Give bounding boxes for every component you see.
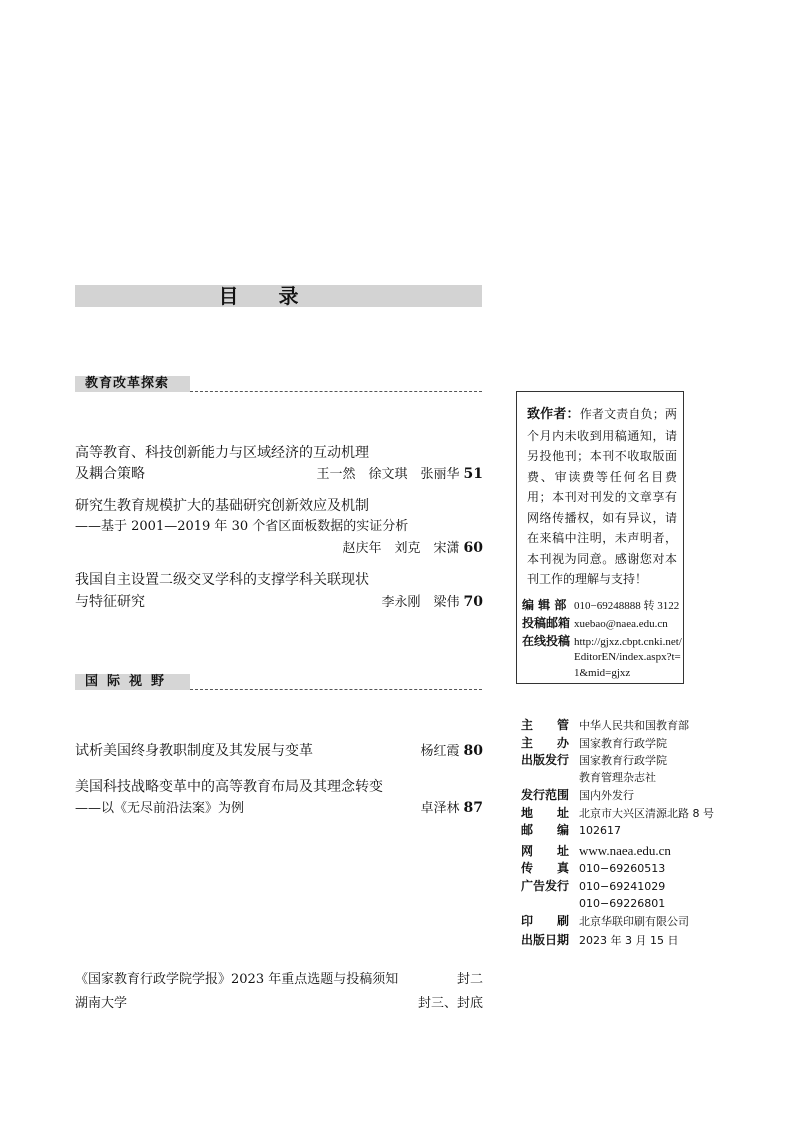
section-divider xyxy=(190,391,482,392)
online-submission-url-cont[interactable]: EditorEN/index.aspx?t= xyxy=(574,651,681,663)
section-header-education-reform xyxy=(75,376,190,392)
submission-email-label: 投稿邮箱 xyxy=(522,616,571,630)
page-number: 80 xyxy=(463,743,483,759)
section-name: 教育改革探索 xyxy=(85,376,170,391)
section-name: 国际视野 xyxy=(85,674,174,689)
section-header-international xyxy=(75,674,190,690)
masthead-row: 地 址 北京市大兴区清源北路 8 号 xyxy=(521,806,714,820)
submission-email[interactable]: xuebao@naea.edu.cn xyxy=(574,618,668,630)
toc-entry-2-byline xyxy=(343,539,484,558)
toc-title: 目录 xyxy=(218,284,339,308)
masthead-row: 广告发行 010−69241029 xyxy=(521,879,666,893)
page-number: 51 xyxy=(463,466,483,482)
masthead-row: 传 真 010−69260513 xyxy=(521,861,666,875)
editorial-office-row xyxy=(522,598,684,613)
toc-entry-4-title[interactable]: 试析美国终身教职制度及其发展与变革 杨红霞 80 xyxy=(75,743,483,759)
authors: 赵庆年 刘克 宋潇 xyxy=(342,541,460,556)
authors: 杨红霞 xyxy=(420,744,460,759)
insert-page: 封三、封底 xyxy=(417,996,483,1011)
masthead-row: 邮 编 102617 xyxy=(521,823,621,837)
toc-entry-2-subtitle: ——基于 2001—2019 年 30 个省区面板数据的实证分析 xyxy=(75,519,409,534)
submission-email-row xyxy=(522,616,684,631)
author-notice-box xyxy=(516,391,684,684)
masthead-row: 发行范围 国内外发行 xyxy=(521,788,634,802)
section-divider xyxy=(190,689,482,690)
toc-entry-1-continued[interactable]: 及耦合策略 王一然 徐文琪 张丽华 51 xyxy=(75,466,483,482)
editorial-office-phone: 010−69248888 转 3122 xyxy=(574,600,680,612)
toc-title-bar xyxy=(75,285,482,307)
masthead-row: 教育管理杂志社 xyxy=(579,771,656,784)
authors: 李永刚 梁伟 xyxy=(381,595,460,610)
masthead-row: 出版发行 国家教育行政学院 xyxy=(521,753,667,767)
toc-entry-5-subtitle: ——以《无尽前沿法案》为例 xyxy=(75,801,245,816)
authors: 卓泽林 xyxy=(420,801,460,816)
insert-page: 封二 xyxy=(456,972,483,987)
toc-entry-5-title[interactable]: 美国科技战略变革中的高等教育布局及其理念转变 xyxy=(75,779,383,795)
insert-entry-2[interactable]: 湖南大学 封三、封底 xyxy=(75,996,483,1011)
toc-entry-4-byline xyxy=(421,742,484,761)
online-submission-url-cont[interactable]: 1&mid=gjxz xyxy=(574,667,631,679)
online-submission-label: 在线投稿 xyxy=(522,634,571,648)
page-number: 87 xyxy=(463,800,483,816)
page-number: 70 xyxy=(463,594,483,610)
editorial-office-label: 编 辑 部 xyxy=(522,598,567,612)
masthead-row: 主 办 国家教育行政学院 xyxy=(521,736,667,750)
toc-entry-3-byline xyxy=(382,593,484,612)
insert-entry-1[interactable]: 《国家教育行政学院学报》2023 年重点选题与投稿须知 封二 xyxy=(75,972,483,987)
author-notice-text: 致作者：作者文责自负；两个月内未收到用稿通知，请另投他刊；本刊不收取版面费、审读费等任何名目费用；本刊对刊发的文章享有网络传播权，如有异议，请在来稿中注明，未声明者，本刊视为同意。感谢您对本刊工作的理解与支持！ xyxy=(527,407,677,586)
page-number: 60 xyxy=(463,540,483,556)
online-submission-url[interactable]: http://gjxz.cbpt.cnki.net/ xyxy=(574,636,682,648)
masthead-row: 010−69226801 xyxy=(579,897,666,910)
toc-entry-5-subtitle-row xyxy=(75,799,483,818)
toc-entry-5-byline xyxy=(421,799,484,818)
masthead-row: 网 址 www.naea.edu.cn xyxy=(521,843,671,858)
masthead-row: 出版日期 2023 年 3 月 15 日 xyxy=(521,933,679,947)
website[interactable]: www.naea.edu.cn xyxy=(579,843,671,858)
masthead-row: 印 刷 北京华联印刷有限公司 xyxy=(521,914,689,928)
toc-entry-3-title[interactable]: 我国自主设置二级交叉学科的支撑学科关联现状 xyxy=(75,572,369,588)
toc-entry-1-byline xyxy=(317,465,484,484)
masthead-row: 主 管 中华人民共和国教育部 xyxy=(521,718,689,732)
author-notice-heading: 致作者： xyxy=(527,407,580,422)
toc-entry-3-continued[interactable]: 与特征研究 李永刚 梁伟 70 xyxy=(75,594,483,610)
toc-entry-2-title[interactable]: 研究生教育规模扩大的基础研究创新效应及机制 xyxy=(75,498,369,514)
toc-entry-1-title[interactable]: 高等教育、科技创新能力与区域经济的互动机理 xyxy=(75,445,369,461)
authors: 王一然 徐文琪 张丽华 xyxy=(316,467,460,482)
online-submission-row xyxy=(522,634,684,649)
